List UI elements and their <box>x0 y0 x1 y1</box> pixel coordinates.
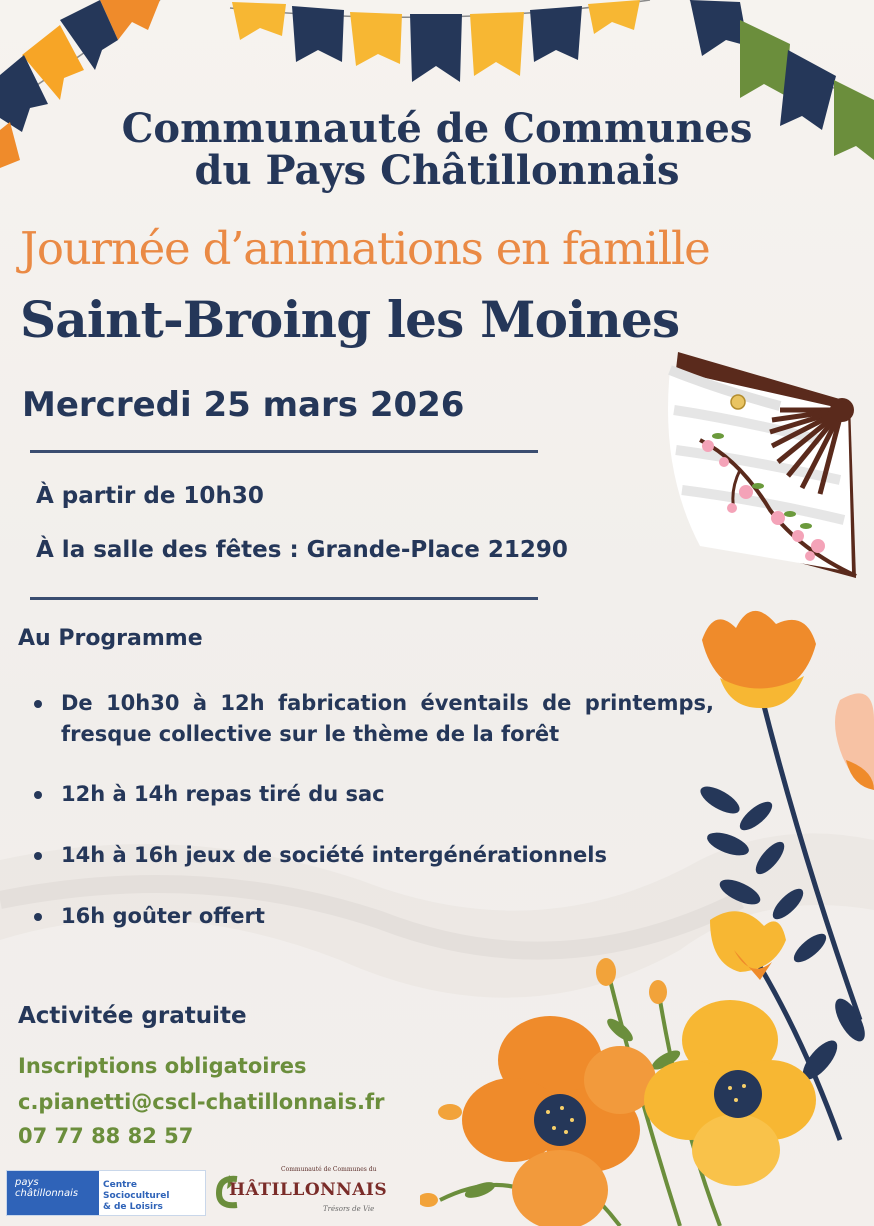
registration-note: Inscriptions obligatoires <box>18 1054 307 1078</box>
org-line-2: du Pays Châtillonnais <box>194 147 680 194</box>
fan-illustration <box>660 350 874 586</box>
event-date: Mercredi 25 mars 2026 <box>22 385 465 425</box>
free-activity: Activitée gratuite <box>18 1003 247 1029</box>
logo-centre-text <box>103 1180 205 1213</box>
program-title: Au Programme <box>18 626 203 651</box>
org-line-1: Communauté de Communes <box>121 105 753 152</box>
logo-chatillonnais <box>215 1163 405 1221</box>
program-item: De 10h30 à 12h fabrication éventails de printemps, fresque collective sur le thème de la forêt <box>30 688 714 750</box>
contact-phone[interactable]: 07 77 88 82 57 <box>18 1124 194 1148</box>
program-item: 12h à 14h repas tiré du sac <box>30 779 714 810</box>
logo-right-name: HÂTILLONNAIS <box>229 1180 388 1200</box>
program-item: 16h goûter offert <box>30 901 714 932</box>
event-venue: À la salle des fêtes : Grande-Place 21290 <box>36 537 568 563</box>
logo-right-top: Communauté de Communes du <box>281 1166 377 1173</box>
logo-right-sub: Trésors de Vie <box>323 1205 375 1213</box>
event-place: Saint-Broing les Moines <box>20 290 680 349</box>
program-list <box>30 688 714 962</box>
divider-top <box>30 450 538 453</box>
logo-centre-line-1: Centre Socioculturel <box>103 1180 170 1201</box>
event-title: Journée d’animations en famille <box>20 222 710 275</box>
organization-name <box>0 105 874 194</box>
contact-email[interactable]: c.pianetti@cscl-chatillonnais.fr <box>18 1090 385 1114</box>
logo-left-line-1: pays <box>15 1177 39 1188</box>
program-item: 14h à 16h jeux de société intergénérationnels <box>30 840 714 871</box>
logo-left-line-2: châtillonnais <box>15 1188 79 1199</box>
flags-center <box>232 0 640 82</box>
logo-pays-chatillonnais <box>7 1171 99 1215</box>
orange-flower <box>462 1016 656 1226</box>
logo-centre-socioculturel <box>6 1170 206 1216</box>
event-time: À partir de 10h30 <box>36 483 264 509</box>
logo-centre-line-2: & de Loisirs <box>103 1202 163 1212</box>
